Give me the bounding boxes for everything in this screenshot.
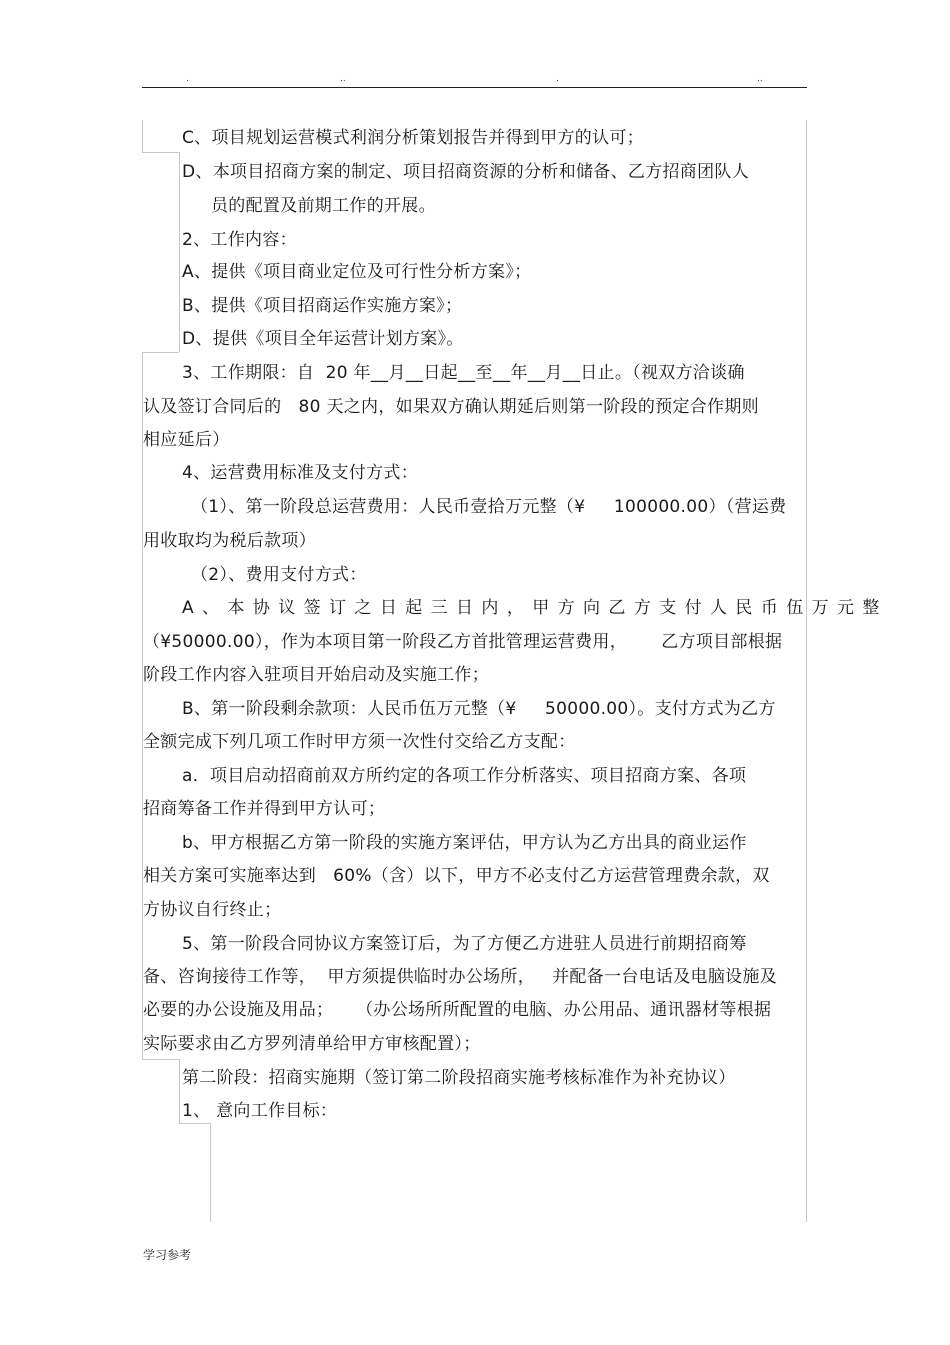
text-line: （¥50000.00），作为本项目第一阶段乙方首批管理运营费用， 乙方项目部根据 (143, 632, 783, 652)
table-border (142, 352, 143, 1059)
text-line: 必要的办公设施及用品； （办公场所所配置的电脑、办公用品、通讯器材等根据 (143, 1000, 772, 1020)
table-border (142, 1059, 179, 1060)
text-line: 5、第一阶段合同协议方案签订后，为了方便乙方进驻人员进行前期招商筹 (182, 934, 747, 954)
text-line: 方协议自行终止； (143, 900, 282, 920)
text-line: 实际要求由乙方罗列清单给甲方审核配置）； (143, 1034, 481, 1054)
text-line: 招商筹备工作并得到甲方认可； (143, 799, 386, 819)
text-line: （2）、费用支付方式： (191, 565, 367, 585)
header-mark: . (556, 74, 559, 84)
header-mark: .. (757, 74, 763, 84)
text-line: A、提供《项目商业定位及可行性分析方案》； (182, 262, 532, 282)
text-line: 1、 意向工作目标： (182, 1101, 338, 1121)
footer-label: 学习参考 (143, 1248, 192, 1262)
text-line: B、第一阶段剩余款项：人民币伍万元整（¥ 50000.00）。支付方式为乙方 (182, 699, 776, 719)
text-line: 员的配置及前期工作的开展。 (211, 196, 436, 216)
text-line: 用收取均为税后款项） (143, 531, 316, 551)
table-border (142, 152, 179, 153)
text-line: a．项目启动招商前双方所约定的各项工作分析落实、项目招商方案、各项 (182, 766, 747, 786)
text-line: 备、咨询接待工作等， 甲方须提供临时办公场所， 并配备一台电话及电脑设施及 (143, 967, 778, 987)
header-mark: .. (340, 74, 346, 84)
text-line: B、提供《项目招商运作实施方案》； (182, 296, 463, 316)
table-border (142, 120, 143, 152)
table-border (210, 1123, 211, 1222)
text-line: 3、工作期限：自 20 年__月__日起__至__年__月__日止。（视双方洽谈确 (182, 363, 745, 383)
text-line: D、提供《项目全年运营计划方案》。 (182, 329, 464, 349)
text-line: 第二阶段：招商实施期（签订第二阶段招商实施考核标准作为补充协议） (182, 1068, 736, 1088)
text-line: 相关方案可实施率达到 60%（含）以下，甲方不必支付乙方运营管理费余款，双 (143, 866, 770, 886)
table-border (179, 1059, 180, 1123)
text-line: C、项目规划运营模式利润分析策划报告并得到甲方的认可； (182, 128, 644, 148)
text-line: 2、工作内容： (182, 230, 297, 250)
table-border (806, 120, 807, 1222)
header-mark: . (186, 74, 189, 84)
text-line: A、本协议签订之日起三日内，甲方向乙方支付人民币伍万元整 (182, 598, 888, 618)
text-line: 4、运营费用标准及支付方式： (182, 463, 419, 483)
text-line: 阶段工作内容入驻项目开始启动及实施工作； (143, 665, 489, 685)
text-line: 全额完成下列几项工作时甲方须一次性付交给乙方支配： (143, 732, 576, 752)
table-border (179, 1123, 210, 1124)
text-line: b、甲方根据乙方第一阶段的实施方案评估，甲方认为乙方出具的商业运作 (182, 833, 747, 853)
table-border (142, 352, 179, 353)
table-border (179, 152, 180, 352)
text-line: （1）、第一阶段总运营费用：人民币壹拾万元整（¥ 100000.00）（营运费 (191, 497, 787, 517)
header-rule (142, 87, 807, 88)
text-line: 相应延后） (143, 430, 230, 450)
text-line: 认及签订合同后的 80 天之内，如果双方确认期延后则第一阶段的预定合作期则 (143, 397, 759, 417)
text-line: D、本项目招商方案的制定、项目招商资源的分析和储备、乙方招商团队人 (182, 162, 749, 182)
